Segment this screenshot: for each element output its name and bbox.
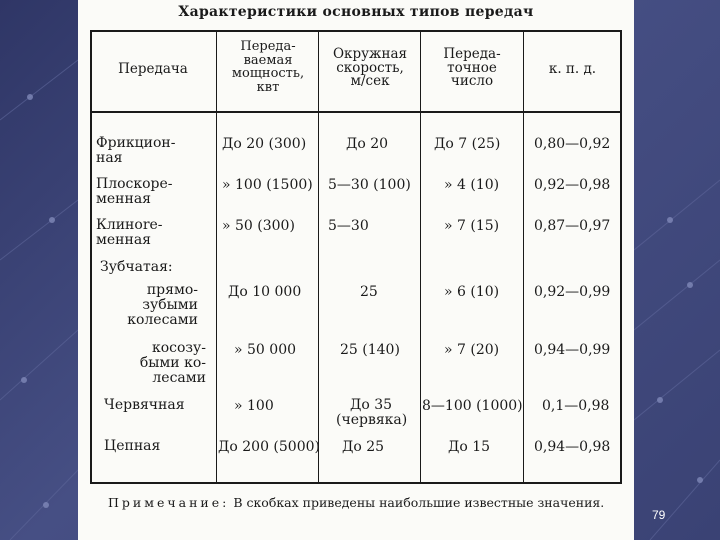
column-divider-1 <box>216 30 217 482</box>
table-bottom-border <box>90 482 622 484</box>
speed-value: 5—30 <box>328 218 369 234</box>
efficiency-value: 0,80—0,92 <box>534 136 611 152</box>
note-text: В скобках приведены наибольшие известные значения. <box>233 495 605 510</box>
speed-value: 25 <box>360 284 378 300</box>
document-page <box>78 0 634 540</box>
header-bottom-border <box>90 111 622 113</box>
table-left-border <box>90 30 92 484</box>
power-value: До 10 000 <box>228 284 302 300</box>
efficiency-value: 0,1—0,98 <box>542 398 610 414</box>
power-value: » 100 (1500) <box>222 177 313 193</box>
power-value: До 200 (5000) <box>218 439 320 455</box>
row-label: Цепная <box>104 438 161 454</box>
efficiency-value: 0,94—0,99 <box>534 342 611 358</box>
column-divider-3 <box>420 30 421 482</box>
power-value: » 50 (300) <box>222 218 295 234</box>
page-title: Характеристики основных типов передач <box>178 4 534 20</box>
ratio-value: До 15 <box>448 439 491 455</box>
ratio-value: » 7 (15) <box>444 218 500 234</box>
ratio-value: » 4 (10) <box>444 177 500 193</box>
row-label: Фрикцион- ная <box>96 135 176 166</box>
row-label: Плоскоре- менная <box>96 176 173 207</box>
efficiency-value: 0,87—0,97 <box>534 218 611 234</box>
speed-value: 25 (140) <box>340 342 400 358</box>
ratio-value: » 6 (10) <box>444 284 500 300</box>
group-label-gear: Зубчатая: <box>100 259 173 275</box>
power-value: До 20 (300) <box>222 136 307 152</box>
power-value: » 100 <box>234 398 274 414</box>
table-footnote <box>108 496 618 510</box>
row-label: прямо- зубыми колесами <box>127 282 198 328</box>
ratio-value: » 7 (20) <box>444 342 500 358</box>
column-divider-2 <box>318 30 319 482</box>
speed-value: До 35 (червяка) <box>336 397 408 428</box>
efficiency-value: 0,92—0,98 <box>534 177 611 193</box>
header-power: Переда- ваемая мощность, квт <box>231 39 305 95</box>
row-label: косозу- быми ко- лесами <box>139 340 206 386</box>
note-prefix: Примечание: <box>108 495 230 510</box>
efficiency-value: 0,94—0,98 <box>534 439 611 455</box>
ratio-value: До 7 (25) <box>434 136 501 152</box>
header-efficiency: к. п. д. <box>548 61 597 77</box>
ratio-value: 8—100 (1000) <box>422 398 523 414</box>
speed-value: До 25 <box>342 439 385 455</box>
speed-value: 5—30 (100) <box>328 177 411 193</box>
row-label: Червячная <box>104 397 185 413</box>
table-top-border <box>90 30 622 32</box>
header-type: Передача <box>118 61 188 77</box>
column-divider-4 <box>523 30 524 482</box>
table-right-border <box>620 30 622 484</box>
speed-value: До 20 <box>346 136 389 152</box>
row-label: Клинore- менная <box>96 217 163 248</box>
power-value: » 50 000 <box>234 342 297 358</box>
page-number: 79 <box>652 508 666 522</box>
header-ratio: Переда- точное число <box>443 46 501 89</box>
header-speed: Окружная скорость, м/сек <box>332 46 408 89</box>
efficiency-value: 0,92—0,99 <box>534 284 611 300</box>
